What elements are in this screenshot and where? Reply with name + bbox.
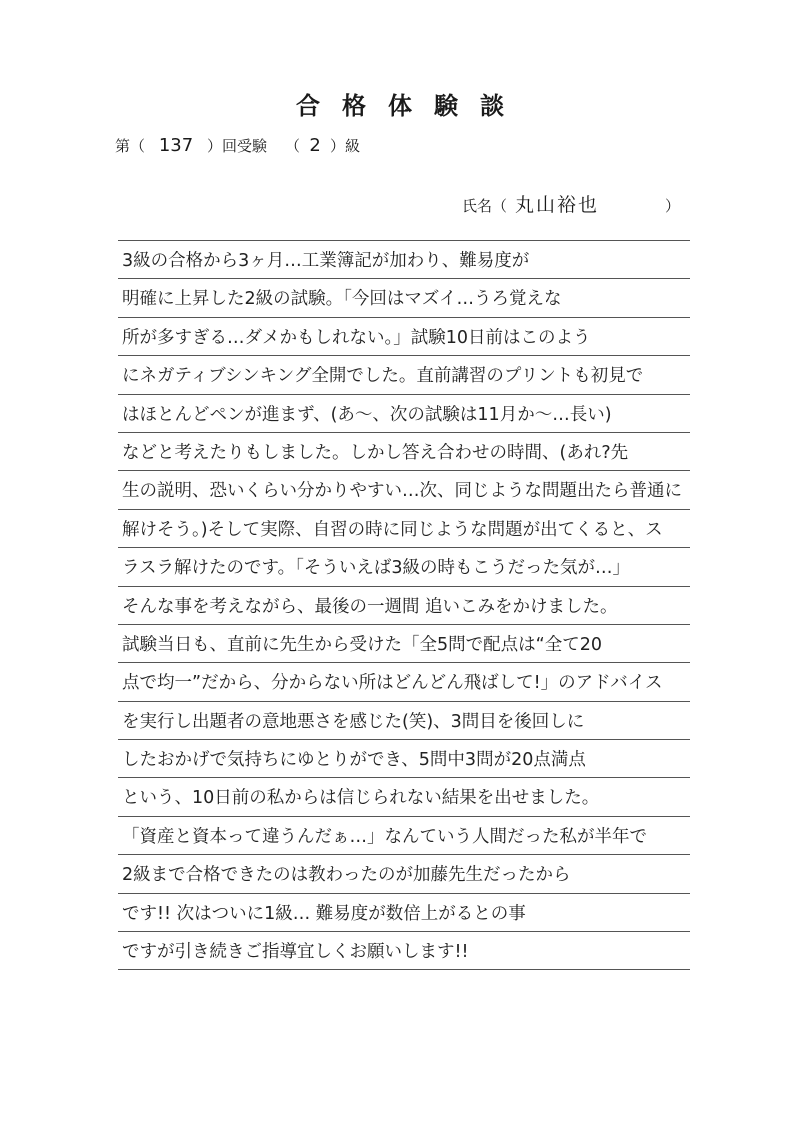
name-info (462, 190, 680, 217)
body-line: 解けそう。)そして実際、自習の時に同じような問題が出てくると、ス (118, 510, 690, 548)
body-line: 生の説明、恐いくらい分かりやすい…次、同じような問題出たら普通に (118, 471, 690, 509)
body-line: ラスラ解けたのです。「そういえば3級の時もこうだった気が…」 (118, 548, 690, 586)
grade-value: 2 (309, 135, 321, 156)
body-line: 試験当日も、直前に先生から受けた「全5問で配点は“全て20 (118, 625, 690, 663)
body-line: 点で均一”だから、分からない所はどんどん飛ばして!」のアドバイス (118, 663, 690, 701)
exam-info (115, 135, 360, 156)
body-line: 所が多すぎる…ダメかもしれない。」試験10日前はこのよう (118, 318, 690, 356)
ruled-writing-area (118, 240, 690, 970)
grade-open-label: （ (285, 137, 301, 155)
name-value: 丸山裕也 (515, 194, 600, 216)
body-line: 「資産と資本って違うんだぁ…」なんていう人間だった私が半年で (118, 817, 690, 855)
body-line: を実行し出題者の意地悪さを感じた(笑)、3問目を後回しに (118, 702, 690, 740)
body-line: 明確に上昇した2級の試験。「今回はマズイ…うろ覚えな (118, 279, 690, 317)
name-close-label: ） (665, 197, 681, 215)
document-title: 合格体験談 (296, 91, 526, 120)
exam-suffix-label: ）回受験 (207, 137, 268, 155)
body-line: はほとんどペンが進まず、(あ〜、次の試験は11月か〜…長い) (118, 395, 690, 433)
body-line: そんな事を考えながら、最後の一週間 追いこみをかけました。 (118, 587, 690, 625)
body-line: 3級の合格から3ヶ月…工業簿記が加わり、難易度が (118, 241, 690, 279)
body-line: したおかげで気持ちにゆとりができ、5問中3問が20点満点 (118, 740, 690, 778)
body-line: などと考えたりもしました。しかし答え合わせの時間、(あれ?先 (118, 433, 690, 471)
grade-close-label: ）級 (330, 137, 361, 155)
name-label: 氏名（ (462, 197, 508, 215)
body-line: にネガティブシンキング全開でした。直前講習のプリントも初見で (118, 356, 690, 394)
body-line: 2級まで合格できたのは教わったのが加藤先生だったから (118, 855, 690, 893)
exam-number: 137 (158, 135, 194, 156)
body-line: という、10日前の私からは信じられない結果を出せました。 (118, 778, 690, 816)
exam-prefix-label: 第（ (115, 137, 146, 155)
body-line: です!! 次はついに1級… 難易度が数倍上がるとの事 (118, 894, 690, 932)
body-line: ですが引き続きご指導宜しくお願いします!! (118, 932, 690, 970)
